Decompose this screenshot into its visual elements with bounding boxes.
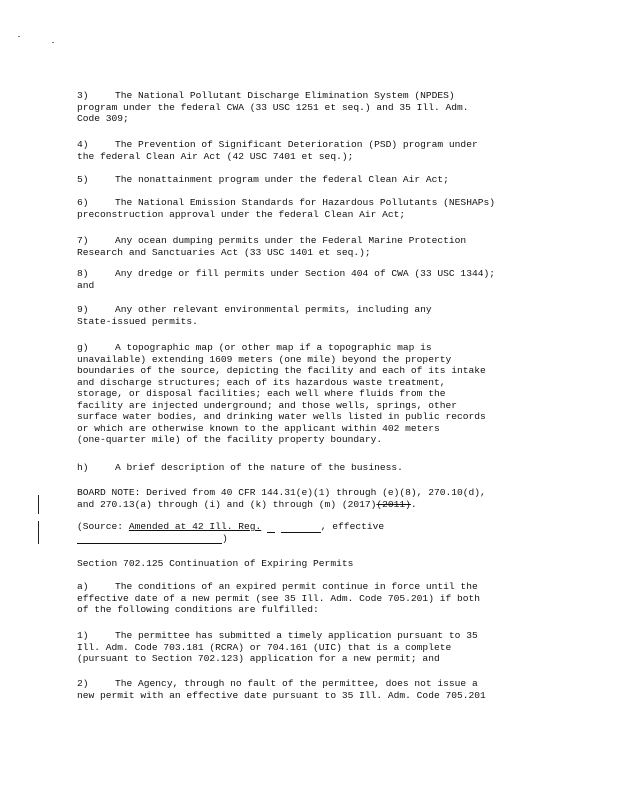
- item-number: 2): [77, 678, 89, 689]
- list-item: [77, 235, 537, 258]
- item-text: A topographic map (or other map if a topographic map is unavailable) extending 1609 meters (one mile) beyond the property boundaries of the source, depicting the facility and each of its intake and discharge structures; each of its hazardous waste treatment, storage, or disposal facilities; each well where fluids from the facility are injected underground; and those wells, springs, other surface water bodies, and drinking water wells listed in public records or which are otherwise known to the applicant within 402 meters (one-quarter mile) of the facility property boundary.: [77, 342, 486, 445]
- item-text: The conditions of an expired permit continue in force until the effective date of a new permit (see 35 Ill. Adm. Code 705.201) if both of the following conditions are fulfilled:: [77, 581, 481, 615]
- item-number: 7): [77, 235, 89, 246]
- list-item: [77, 90, 537, 125]
- blank-line: [281, 522, 321, 533]
- item-text: Any other relevant environmental permits, including any State-issued permits.: [77, 304, 432, 327]
- item-text: The Agency, through no fault of the permittee, does not issue a new permit with an effective date pursuant to 35 Ill. Adm. Code 705.201: [77, 678, 486, 701]
- item-text: The nonattainment program under the federal Clean Air Act;: [115, 174, 449, 185]
- source-mid: , effective: [320, 521, 385, 532]
- board-note-text: BOARD NOTE: Derived from 40 CFR 144.31(e)(1) through (e)(8), 270.10(d), and 270.13(a) through (i) and (k) through (m) (2017): [77, 487, 486, 510]
- source-prefix: (Source:: [77, 521, 129, 532]
- item-number: 9): [77, 304, 89, 315]
- source-close: ): [222, 532, 228, 544]
- blank-line: [77, 533, 222, 544]
- item-text: The National Emission Standards for Hazardous Pollutants (NESHAPs) preconstruction approval under the federal Clean Air Act;: [77, 197, 495, 220]
- source-amended: Amended at 42 Ill. Reg.: [128, 521, 262, 532]
- list-item: [77, 139, 537, 162]
- list-item: [77, 268, 537, 291]
- change-bar: [38, 495, 39, 514]
- board-note: [77, 487, 547, 510]
- item-letter: h): [77, 462, 89, 473]
- item-letter: a): [77, 581, 89, 592]
- list-item: [77, 581, 537, 616]
- section-title: Section 702.125 Continuation of Expiring Permits: [77, 558, 354, 569]
- list-item: [77, 678, 537, 701]
- list-item: [77, 342, 537, 446]
- item-text: The National Pollutant Discharge Elimination System (NPDES) program under the federal CWA (33 USC 1251 et seq.) and 35 Ill. Adm. Code 309;: [77, 90, 469, 124]
- list-item: [77, 304, 537, 327]
- item-text: Any ocean dumping permits under the Federal Marine Protection Research and Sanctuaries Act (33 USC 1401 et seq.);: [77, 235, 467, 258]
- item-number: 6): [77, 197, 89, 208]
- scan-speck: [52, 42, 54, 43]
- list-item: [77, 462, 537, 474]
- section-heading: [77, 558, 537, 570]
- item-number: 1): [77, 630, 89, 641]
- item-number: 8): [77, 268, 89, 279]
- blank-line: [267, 522, 275, 533]
- struck-year: (2011): [376, 498, 411, 510]
- list-item: [77, 197, 537, 220]
- item-text: The permittee has submitted a timely application pursuant to 35 Ill. Adm. Code 703.181 (RCRA) or 704.161 (UIC) that is a complete (pursuant to Section 702.123) application for a new permit; and: [77, 630, 478, 664]
- item-text: Any dredge or fill permits under Section 404 of CWA (33 USC 1344); and: [77, 268, 495, 291]
- item-number: 5): [77, 174, 89, 185]
- list-item: [77, 174, 537, 186]
- item-text: A brief description of the nature of the business.: [115, 462, 403, 473]
- source-note: [77, 521, 537, 544]
- list-item: [77, 630, 537, 665]
- item-text: The Prevention of Significant Deterioration (PSD) program under the federal Clean Air Act (42 USC 7401 et seq.);: [77, 139, 478, 162]
- board-note-end: .: [410, 498, 417, 510]
- change-bar: [38, 521, 39, 544]
- item-number: 3): [77, 90, 89, 101]
- scan-speck: [18, 36, 20, 37]
- item-letter: g): [77, 342, 89, 353]
- item-number: 4): [77, 139, 89, 150]
